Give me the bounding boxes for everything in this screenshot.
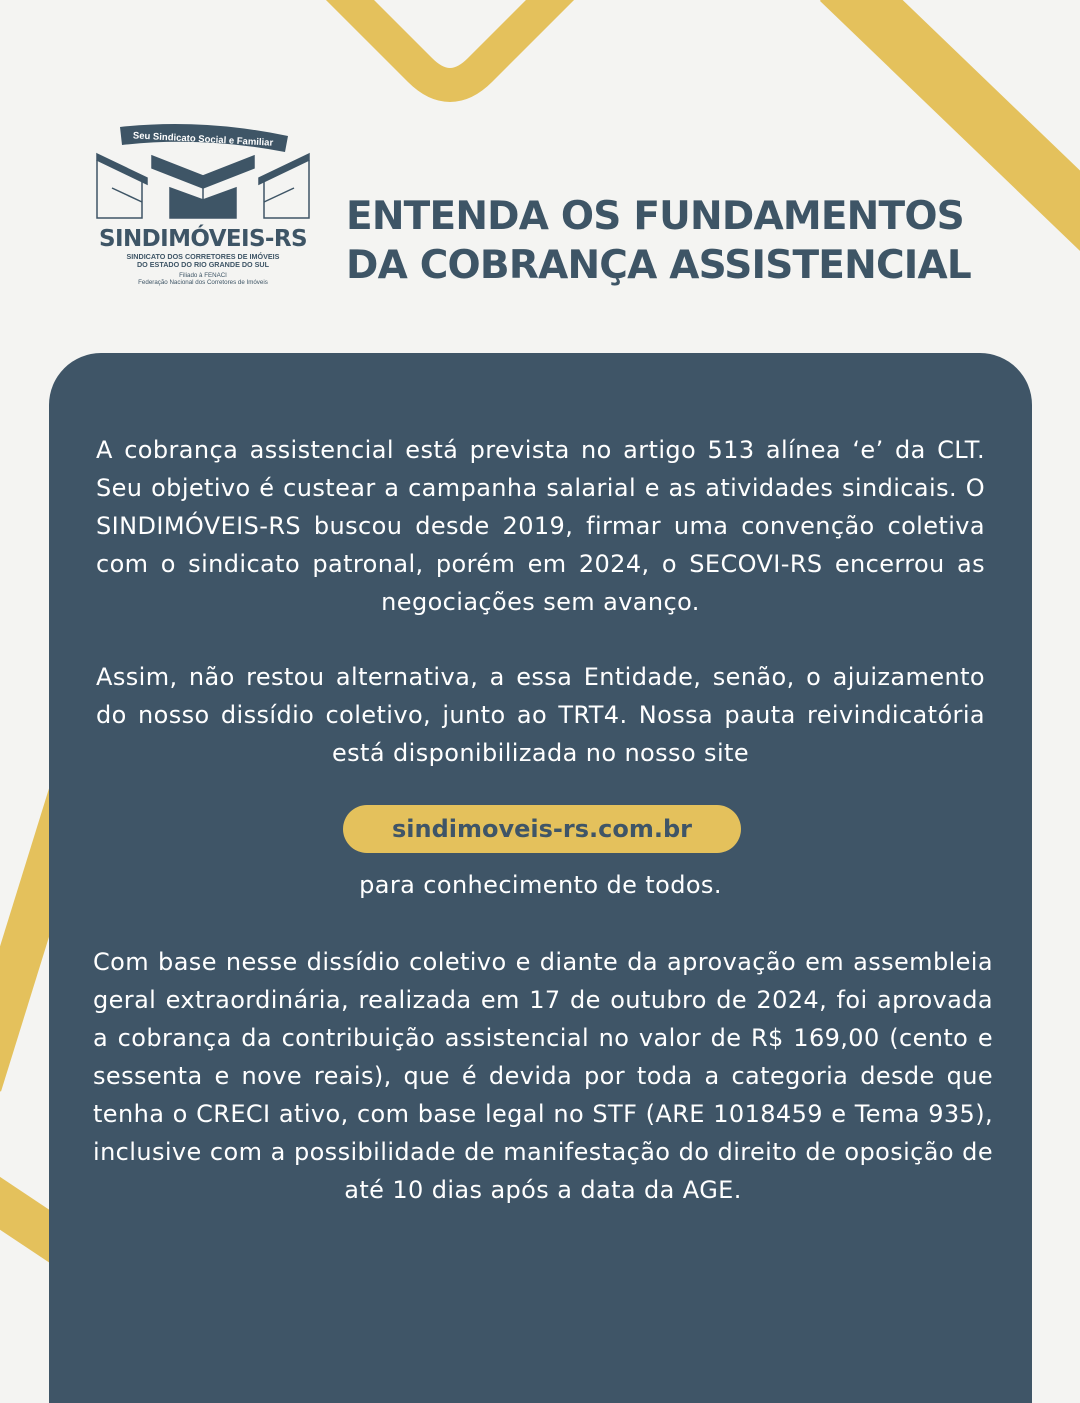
title-line-2: DA COBRANÇA ASSISTENCIAL xyxy=(346,243,971,288)
after-link-text: para conhecimento de todos. xyxy=(359,871,722,899)
logo-name: SINDIMÓVEIS-RS xyxy=(99,226,307,252)
logo-building-mark xyxy=(97,154,309,218)
logo-tagline: Seu Sindicato Social e Familiar xyxy=(132,130,274,149)
logo-subtitle-1: SINDICATO DOS CORRETORES DE IMÓVEIS xyxy=(126,252,280,261)
logo-affiliation-2: Federação Nacional dos Corretores de Imóveis xyxy=(138,279,268,286)
paragraph-intro: A cobrança assistencial está prevista no artigo 513 alínea ‘e’ da CLT. Seu objetivo é custear a campanha salarial e as atividades sindicais. O SINDIMÓVEIS-RS buscou desde 2019, firmar uma convenção coletiva com o sindicato patronal, porém em 2024, o SECOVI-RS encerrou as negociações sem avanço. xyxy=(96,436,985,616)
top-yellow-stripe xyxy=(330,0,570,85)
title-line-1: ENTENDA OS FUNDAMENTOS xyxy=(346,194,964,239)
paragraph-dissidio: Assim, não restou alternativa, a essa Entidade, senão, o ajuizamento do nosso dissídio coletivo, junto ao TRT4. Nossa pauta reivindicatória está disponibilizada no nosso site xyxy=(96,663,985,767)
sindimoveis-logo xyxy=(92,118,314,290)
site-link-button[interactable]: sindimoveis-rs.com.br xyxy=(343,805,741,853)
logo-affiliation-1: Filiado à FENACI xyxy=(179,272,227,279)
paragraph-contribution: Com base nesse dissídio coletivo e diante da aprovação em assembleia geral extraordinária, realizada em 17 de outubro de 2024, foi aprovada a cobrança da contribuição assistencial no valor de R$ 169,00 (cento e sessenta e nove reais), que é devida por toda a categoria desde que tenha o CRECI ativo, com base legal no STF (ARE 1018459 e Tema 935), inclusive com a possibilidade de manifestação do direito de oposição de até 10 dias após a data da AGE. xyxy=(93,948,993,1204)
logo-subtitle-2: DO ESTADO DO RIO GRANDE DO SUL xyxy=(136,260,270,269)
page-title xyxy=(346,192,971,290)
